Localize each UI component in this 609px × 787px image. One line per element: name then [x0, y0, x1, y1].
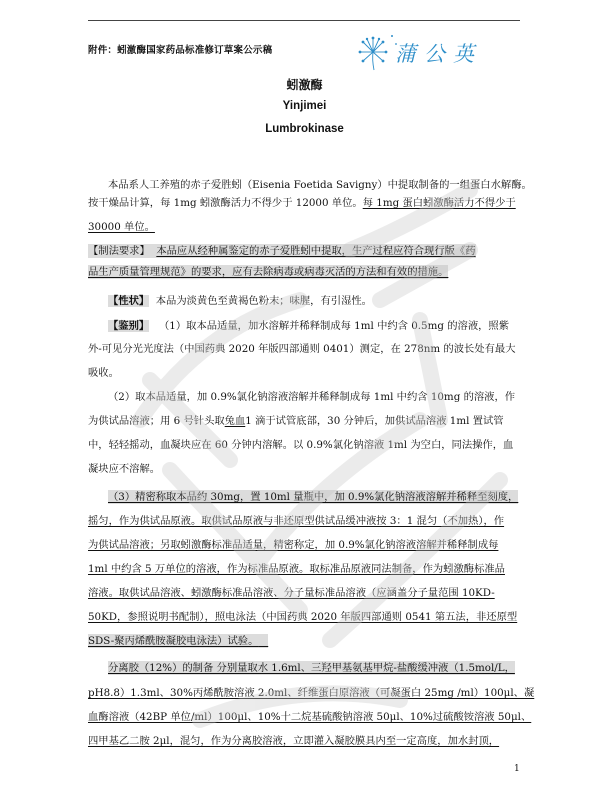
logo-text: 蒲公英 [395, 42, 482, 66]
text-line: 按干燥品计算，每 1mg 蚓激酶活力不得少于 12000 单位。每 1mg 蛋白蚓激酶活力不得少于 [88, 197, 516, 209]
title-english: Lumbrokinase [265, 123, 344, 135]
text-line: 吸收。 [88, 367, 119, 379]
text-line: 四甲基乙二胺 2μl，混匀，作为分离胶溶液，立即灌入凝胶膜具内至一定高度，加水封顶， [88, 735, 500, 747]
text-line: 为供试品溶液；另取蚓激酶标准品适量，精密称定，加 0.9%氯化钠溶液溶解并稀释制成每 [88, 539, 499, 551]
text-line: 【鉴别】 （1）取本品适量，加水溶解并稀释制成每 1ml 中约含 0.5mg 的溶液，照紫 [108, 320, 510, 332]
text-line: 【制法要求】 本品应从经种属鉴定的赤子爱胜蚓中提取，生产过程应符合现行版《药 [88, 245, 476, 257]
text-line: 【性状】 本品为淡黄色至黄褐色粉末；味腥，有引湿性。 [108, 295, 372, 307]
text-line: 外-可见分光光度法（中国药典 2020 年版四部通则 0401）测定，在 278nm 的波长处有最大 [88, 343, 516, 355]
text-line: 摇匀，作为供试品原液。取供试品原液与非还原型供试品缓冲液按 3：1 混匀（不加热），作 [88, 515, 505, 527]
text-line: pH8.8）1.3ml、30%丙烯酰胺溶液 2.0ml、纤维蛋白原溶液（可凝蛋白 25mg /ml）100μl、凝 [88, 687, 535, 699]
text-line: 分离胶（12%）的制备 分别量取水 1.6ml、三羟甲基氨基甲烷-盐酸缓冲液（1.5mol/L， [108, 662, 515, 674]
text-line: SDS-聚丙烯酰胺凝胶电泳法）试验。 [88, 634, 268, 648]
title-chinese: 蚓激酶 [286, 78, 323, 92]
text-line: 血酶溶液（42BP 单位/ml）100μl、10%十二烷基硫酸钠溶液 50μl、10%过硫酸铵溶液 50μl、 [88, 711, 532, 723]
text-line: 溶液。取供试品溶液、蚓激酶标准品溶液、分子量标准品溶液（应涵盖分子量范围 10KD- [88, 587, 495, 599]
header-rule [88, 20, 520, 21]
header-title: 附件：蚓激酶国家药品标准修订草案公示稿 [88, 45, 273, 56]
text-line: 中，轻轻摇动，血凝块应在 60 分钟内溶解。以 0.9%氯化钠溶液 1ml 为空白，同法操作，血 [88, 439, 514, 451]
text-line: （2）取本品适量，加 0.9%氯化钠溶液溶解并稀释制成每 1ml 中约含 10mg 的溶液，作 [108, 391, 516, 403]
title-pinyin: Yinjimei [282, 100, 327, 112]
text-line: （3）精密称取本品约 30mg，置 10ml 量瓶中，加 0.9%氯化钠溶液溶解并稀释至刻度， [108, 491, 519, 503]
page-number: 1 [514, 764, 520, 774]
text-line: 本品系人工养殖的赤子爱胜蚓（Eisenia Foetida Savigny）中提取制备的一组蛋白水解酶。 [108, 179, 532, 191]
text-line: 品生产质量管理规范》的要求，应有去除病毒或病毒灭活的方法和有效的措施。 [88, 266, 449, 278]
text-line: 1ml 中约含 5 万单位的溶液，作为标准品原液。取标准品原液同法制备，作为蚓激酶标准品 [88, 563, 505, 575]
text-line: 50KD，参照说明书配制），照电泳法（中国药典 2020 年版四部通则 0541 第五法，非还原型 [88, 611, 518, 623]
text-line: 为供试品溶液；用 6 号针头取兔血1 滴于试管底部，30 分钟后，加供试品溶液 1ml 置试管 [88, 415, 504, 427]
text-line: 凝块应不溶解。 [88, 463, 161, 475]
text-line: 30000 单位。 [88, 221, 155, 233]
